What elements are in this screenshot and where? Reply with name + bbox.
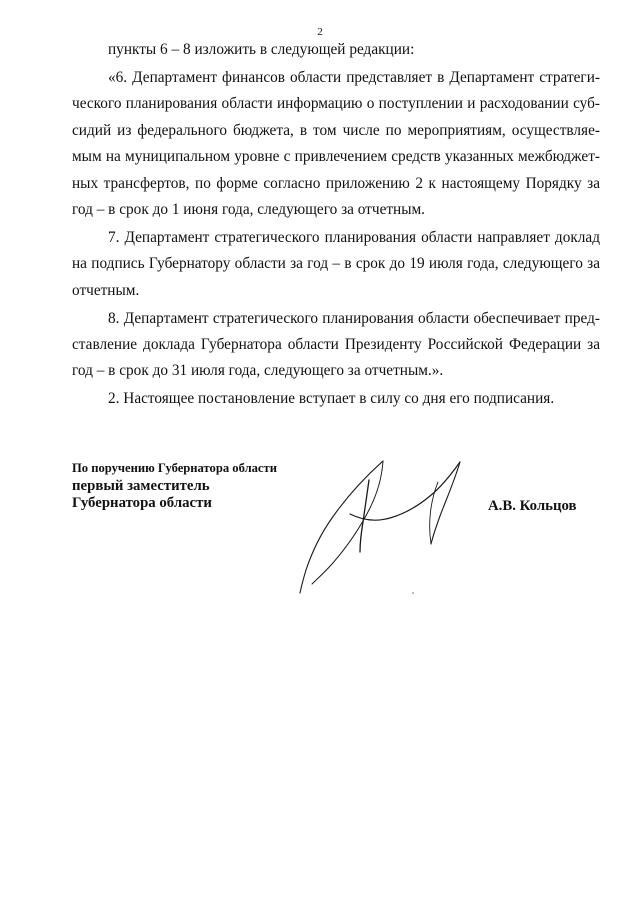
signatory-position-line-2: Губернатора области (72, 495, 212, 511)
signatory-position-line: первый заместитель (72, 478, 210, 494)
paragraph-intro: пункты 6 – 8 изложить в следующей редакции: (108, 41, 415, 58)
paragraph-effective-date: 2. Настоящее постановление вступает в силу со дня его подписания. (108, 390, 555, 408)
signatory-authority-line: По поручению Губернатора области (72, 461, 277, 475)
signer-name: А.В. Кольцов (488, 498, 577, 514)
document-body (72, 37, 600, 414)
page-number: 2 (317, 26, 323, 38)
paragraph-item-6: «6. Департамент финансов области представляет в Департамент стратегического планирования области информацию о поступлении и расходовании субсидий из федерального бюджета, в том числе по мероприятиям, осуществляемым на муниципальном уровне с привлечением средств указанных межбюджетных трансфертов, по форме согласно приложению 2 к настоящему Порядку за год – в срок до 1 июня года, следующего за отчетным. (72, 68, 600, 218)
handwritten-signature (290, 452, 480, 597)
signatory-title-block (72, 458, 277, 512)
paragraph-item-8: 8. Департамент стратегического планирования области обеспечивает представление доклада Губернатора области Президенту Российской Федерации за год – в срок до 31 июля года, следующего за отчетным.». (72, 309, 600, 380)
scan-speck (412, 592, 414, 594)
paragraph-item-7: 7. Департамент стратегического планирования области направляет доклад на подпись Губернатору области за год – в срок до 19 июля года, следующего за отчетным. (72, 228, 600, 299)
